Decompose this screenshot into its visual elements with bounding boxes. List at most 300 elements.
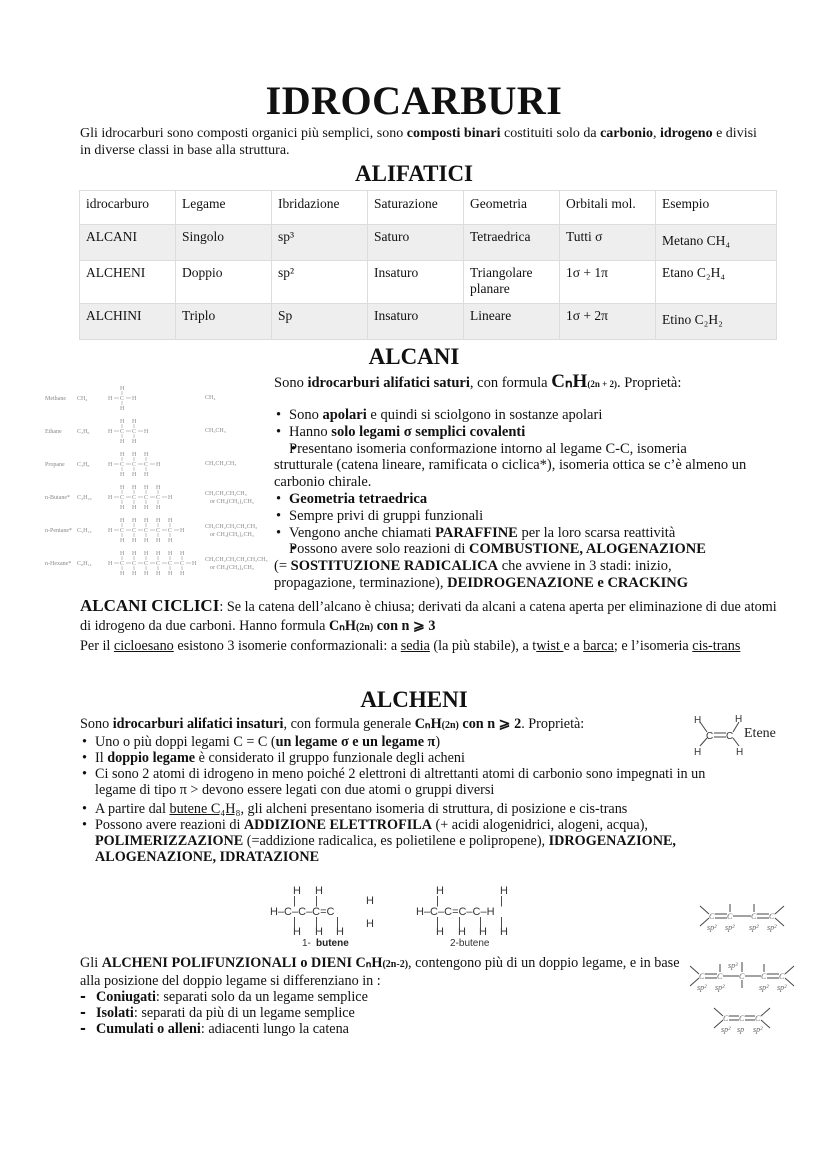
table-cell: ALCANI: [80, 225, 176, 261]
formula-condition: con n ⩾ 2: [458, 716, 522, 732]
formula-subscript: (2n + 2): [587, 379, 617, 389]
text: : separati da più di un legame semplice: [133, 1005, 355, 1021]
table-cell: Saturo: [368, 225, 464, 261]
atom-label: |: [293, 895, 296, 907]
table-cell: Singolo: [176, 225, 272, 261]
hybridization-label: sp: [737, 1025, 745, 1034]
text: Vengono anche chiamati: [289, 524, 436, 541]
hybridization-label: sp²: [697, 983, 707, 992]
atom-label: H: [366, 895, 374, 907]
atom-label: H: [144, 518, 149, 524]
alkane-name: Ethane: [45, 429, 62, 435]
intro-bold: carbonio: [600, 126, 653, 141]
table-cell: ALCHENI: [80, 261, 176, 304]
bond-line: [700, 906, 709, 914]
formula: CₙH: [551, 371, 588, 392]
atom-label: C: [144, 462, 149, 468]
atom-label: H: [156, 518, 161, 524]
atom-label: H: [315, 885, 323, 897]
atom-label: H: [144, 472, 149, 478]
atom-label: H: [156, 538, 161, 544]
text: , con formula: [469, 375, 552, 391]
bond-line: [714, 1008, 723, 1016]
alkane-condensed-formula: CH₃CH₂CH₂CH₃: [205, 491, 247, 497]
alkane-formula: C₆H₁₄: [77, 561, 92, 567]
list-item: [80, 766, 740, 798]
bold-text: COMBUSTIONE, ALOGENAZIONE: [469, 541, 706, 558]
alcani-ciclici-paragraph: [80, 596, 780, 656]
atom-label: C: [156, 528, 161, 534]
underlined-term: wist: [536, 638, 564, 654]
hybridization-label: sp³: [728, 961, 738, 970]
underlined-term: sedia: [400, 638, 430, 654]
atom-label: |: [458, 916, 461, 928]
table-cell: Lineare: [464, 304, 560, 340]
atom-label: H: [180, 528, 185, 534]
formula: CₙH: [355, 955, 383, 971]
atom-label: H: [120, 439, 125, 445]
table-cell: Doppio: [176, 261, 272, 304]
text: Sono: [80, 716, 113, 732]
intro-text: e divisi in diverse classi in base alla struttura.: [80, 126, 757, 158]
text: Per il: [80, 638, 114, 654]
alkane-name: n-Pentane*: [45, 528, 72, 534]
atom-label: |: [336, 916, 339, 928]
intro-paragraph: [80, 125, 760, 159]
bold-text: ADDIZIONE ELETTROFILA: [243, 817, 432, 833]
text: per la loro scarsa reattività: [517, 524, 676, 541]
page-title: IDROCARBURI: [265, 78, 563, 123]
atom-label: H: [180, 571, 185, 577]
heading-alcani-text: ALCANI: [368, 344, 460, 369]
atom-label: H: [144, 571, 149, 577]
atom-label: C: [120, 429, 125, 435]
svg-text:H: H: [694, 747, 702, 758]
alcheni-section: [80, 714, 743, 865]
atom-label: H: [168, 518, 173, 524]
atom-label: H: [479, 926, 487, 938]
table-cell: sp²: [272, 261, 368, 304]
hybridization-label: sp²: [725, 923, 735, 932]
list-item: [274, 541, 749, 591]
atom-label: H: [120, 571, 125, 577]
atom-label: H: [144, 452, 149, 458]
table-cell: 1σ + 1π: [560, 261, 656, 304]
atom-label: H: [144, 429, 149, 435]
bold-text: SOSTITUZIONE RADICALICA: [290, 558, 499, 575]
atom-label: H: [108, 462, 113, 468]
hybridization-label: sp²: [721, 1025, 731, 1034]
heading-alifatici: ALIFATICI: [355, 161, 473, 186]
atom-label: C: [144, 561, 149, 567]
alkane-condensed-formula-alt: or CH₃(CH₂)₄CH₃: [210, 565, 254, 571]
atom-label: C: [132, 462, 137, 468]
table-cell: sp³: [272, 225, 368, 261]
alkane-formula: C₃H₈: [77, 462, 90, 468]
column-header: Ibridazione: [272, 191, 368, 225]
bold-text: POLIMERIZZAZIONE: [95, 833, 244, 849]
table-cell: Sp: [272, 304, 368, 340]
atom-label: |: [315, 916, 318, 928]
text: Hanno: [289, 423, 332, 440]
bold-text: Coniugati: [96, 989, 156, 1005]
text: . Proprietà:: [616, 375, 682, 391]
atom-label: C: [723, 1014, 729, 1023]
list-item: [274, 508, 749, 525]
atom-label: C: [709, 912, 715, 921]
alifatici-table: [79, 190, 777, 340]
list-item: [274, 424, 749, 441]
list-item: [80, 1005, 700, 1021]
bold-text: Geometria tetraedrica: [289, 490, 428, 507]
bond-line: [761, 1008, 770, 1016]
atom-label: H: [120, 452, 125, 458]
svg-text:C: C: [726, 731, 734, 742]
alkane-formula: C₅H₁₂: [77, 528, 92, 534]
atom-label: H: [436, 885, 444, 897]
svg-text:H: H: [694, 715, 702, 726]
formula-subscript: (2n-2): [382, 959, 409, 970]
intro-text: ,: [652, 126, 660, 141]
atom-label: H: [168, 495, 173, 501]
bond-line: [785, 966, 794, 974]
dieni-paragraph: [80, 955, 700, 1037]
table-cell: 1σ + 2π: [560, 304, 656, 340]
bold-text: PARAFFINE: [435, 524, 518, 541]
alkane-condensed-formula: CH₄: [205, 395, 216, 401]
text: Uno o più doppi legami C = C (: [95, 734, 276, 750]
atom-label: H: [500, 885, 508, 897]
bold-text: idrocarburi alifatici saturi: [307, 375, 470, 391]
underlined-term: cis-trans: [692, 638, 741, 654]
atom-label: H: [120, 419, 125, 425]
atom-label: H: [180, 551, 185, 557]
atom-label: H: [132, 505, 137, 511]
alkane-name: n-Butane*: [45, 495, 70, 501]
bold-text: idrocarburi alifatici insaturi: [112, 716, 284, 732]
text: (=: [274, 558, 291, 575]
table-cell: Insaturo: [368, 304, 464, 340]
table-cell: Insaturo: [368, 261, 464, 304]
ciclici-heading: ALCANI CICLICI: [80, 596, 220, 615]
atom-label: H: [108, 396, 113, 402]
atom-label: C: [727, 912, 733, 921]
text: , con formula generale: [283, 716, 415, 732]
atom-label: H: [144, 485, 149, 491]
text: Il: [95, 750, 108, 766]
column-header: Geometria: [464, 191, 560, 225]
atom-label: C: [120, 561, 125, 567]
atom-label: H: [120, 406, 125, 412]
atom-label: C: [769, 912, 775, 921]
atom-label: C: [132, 429, 137, 435]
column-header: Esempio: [656, 191, 777, 225]
atom-label: H: [293, 926, 301, 938]
atom-label: H: [156, 505, 161, 511]
atom-label: H: [156, 485, 161, 491]
hybridization-label: sp²: [749, 923, 759, 932]
atom-label: H–C–C–C=C: [270, 906, 335, 918]
atom-label: C: [120, 462, 125, 468]
atom-label: H: [156, 462, 161, 468]
atom-label: H: [336, 926, 344, 938]
atom-label: C: [156, 495, 161, 501]
atom-label: H: [120, 386, 125, 392]
atom-label: H: [458, 926, 466, 938]
list-item: [80, 1021, 700, 1037]
atom-label: H: [132, 518, 137, 524]
heading-alcheni: ALCHENI: [360, 687, 468, 712]
hybridization-label: sp²: [715, 983, 725, 992]
underlined-term: barca: [583, 638, 614, 654]
text: (la più stabile), a t: [429, 638, 537, 654]
list-item: [274, 491, 749, 508]
bold-text: apolari: [322, 407, 367, 423]
atom-label: C: [168, 561, 173, 567]
atom-label: H: [132, 571, 137, 577]
text: . Proprietà:: [521, 716, 585, 732]
atom-label: H: [120, 518, 125, 524]
atom-label: |: [500, 895, 503, 907]
table-cell: Triplo: [176, 304, 272, 340]
text: Presentano isomeria conformazione intorno al legame C-C, isomeria strutturale (catena lineare, ramificata o ciclica*), isomeria ottica se c’è almeno un carbonio chirale.: [274, 440, 747, 491]
atom-label: C: [144, 495, 149, 501]
heading-alcani: [0, 344, 828, 370]
atom-label: H: [500, 926, 508, 938]
etene-label: Etene: [744, 726, 776, 741]
atom-label: H: [132, 419, 137, 425]
alkane-condensed-formula: CH₃CH₂CH₂CH₂CH₃: [205, 524, 258, 530]
bold-text: Cumulati o alleni: [96, 1021, 201, 1037]
list-item: [80, 817, 740, 865]
atom-label: H: [132, 452, 137, 458]
hybridization-label: sp²: [777, 983, 787, 992]
column-header: Legame: [176, 191, 272, 225]
text: (+ acidi alogenidrici, alogeni, acqua),: [431, 817, 648, 833]
alkane-condensed-formula: CH₃CH₃: [205, 428, 226, 434]
text: A partire dal: [95, 801, 170, 817]
table-cell: ALCHINI: [80, 304, 176, 340]
atom-label: H: [192, 561, 197, 567]
formula-condition: con n ⩾ 3: [373, 618, 436, 634]
atom-label: H: [366, 918, 374, 930]
atom-label: C: [751, 912, 757, 921]
atom-label: H: [144, 538, 149, 544]
text: che avviene in 3 stadi: inizio, propagazione, terminazione),: [274, 558, 672, 591]
underlined-term: butene C₄H₈: [169, 801, 241, 817]
formula: CₙH: [414, 716, 442, 732]
atom-label: H: [156, 571, 161, 577]
atom-label: C: [180, 561, 185, 567]
atom-label: C: [132, 561, 137, 567]
etene-structure-figure: [692, 712, 792, 762]
formula-subscript: (2n): [355, 622, 374, 633]
atom-label: |: [315, 895, 318, 907]
atom-label: H: [315, 926, 323, 938]
atom-label: H: [132, 396, 137, 402]
alkane-condensed-formula: CH₃CH₂CH₂CH₂CH₂CH₃: [205, 557, 268, 563]
table-cell: Triangolare planare: [464, 261, 560, 304]
atom-label: H: [132, 485, 137, 491]
text: Ci sono 2 atomi di idrogeno in meno poiché 2 elettroni di altrettanti atomi di carbonio sono impegnati in un legame di tipo π > devono essere legati con due atomi o gruppi diversi: [95, 766, 706, 798]
alkane-formula: C₂H₆: [77, 429, 90, 435]
hybridization-label: sp²: [759, 983, 769, 992]
atom-label: |: [479, 916, 482, 928]
atom-label: C: [739, 972, 745, 981]
text: Sono: [274, 375, 308, 391]
butene2-label: 2-butene: [450, 938, 490, 949]
text: Sempre privi di gruppi funzionali: [289, 507, 484, 524]
atom-label: C: [144, 528, 149, 534]
atom-label: H: [168, 551, 173, 557]
alkane-name: n-Hexane*: [45, 561, 72, 567]
atom-label: H: [132, 472, 137, 478]
column-header: idrocarburo: [80, 191, 176, 225]
text: esistono 3 isomerie conformazionali: a: [173, 638, 401, 654]
table-cell: Tutti σ: [560, 225, 656, 261]
table-row: [80, 261, 777, 304]
text: ; e l’isomeria: [613, 638, 693, 654]
bold-text: un legame σ e un legame π: [275, 734, 436, 750]
column-header: Saturazione: [368, 191, 464, 225]
text: Possono avere solo reazioni di: [289, 541, 470, 558]
intro-bold: composti binari: [406, 126, 501, 141]
atom-label: H: [108, 528, 113, 534]
atom-label: H: [144, 551, 149, 557]
text: e quindi si sciolgono in sostanze apolari: [366, 407, 603, 423]
alkane-condensed-formula-alt: or CH₃(CH₂)₂CH₃: [210, 499, 254, 505]
atom-label: H: [293, 885, 301, 897]
atom-label: |: [436, 916, 439, 928]
text: , gli alcheni presentano isomeria di struttura, di posizione e cis-trans: [240, 801, 628, 817]
text: e a: [563, 638, 584, 654]
text: : adiacenti lungo la catena: [200, 1021, 349, 1037]
svg-text:H: H: [735, 714, 743, 725]
atom-label: H: [144, 505, 149, 511]
diene-structures-figure: [680, 900, 820, 1040]
intro-text: costituiti solo da: [500, 126, 601, 141]
svg-text:C: C: [706, 731, 714, 742]
alkane-formula: CH₄: [77, 396, 88, 402]
text: : Se la catena dell’alcano è chiusa; derivati da alcani a catena aperta per eliminazione di due atomi di idrogeno da due carboni. Hanno formula: [80, 599, 777, 634]
atom-label: H: [120, 472, 125, 478]
atom-label: H: [108, 561, 113, 567]
butene-structures-figure: [268, 882, 548, 952]
atom-label: C: [755, 1014, 761, 1023]
atom-label: C: [168, 528, 173, 534]
table-cell: Metano CH₄: [656, 225, 777, 261]
atom-label: C: [132, 495, 137, 501]
alkane-name: Propane: [45, 462, 65, 468]
table-header-row: [80, 191, 777, 225]
atom-label: H: [120, 485, 125, 491]
atom-label: H: [132, 439, 137, 445]
atom-label: C: [761, 972, 767, 981]
atom-label: H: [108, 429, 113, 435]
bold-text: Isolati: [96, 1005, 134, 1021]
underlined-term: cicloesano: [113, 638, 174, 654]
alkane-series-figure: [40, 383, 275, 583]
atom-label: H: [168, 538, 173, 544]
text: Sono: [289, 407, 323, 423]
atom-label: C: [699, 972, 705, 981]
atom-label: |: [436, 895, 439, 907]
alcani-intro: [274, 373, 794, 393]
list-item: [80, 801, 740, 817]
formula: CₙH: [329, 618, 356, 634]
column-header: Orbitali mol.: [560, 191, 656, 225]
atom-label: H: [156, 551, 161, 557]
atom-label: H: [168, 571, 173, 577]
atom-label: C: [739, 1014, 745, 1023]
atom-label: C: [156, 561, 161, 567]
list-item: [274, 441, 749, 491]
atom-label: C: [779, 972, 785, 981]
bold-text: solo legami σ semplici covalenti: [331, 423, 526, 440]
text: è considerato il gruppo funzionale degli acheni: [195, 750, 465, 766]
table-cell: Etano C₂H₄: [656, 261, 777, 304]
alkane-condensed-formula-alt: or CH₃(CH₂)₃CH₃: [210, 532, 254, 538]
table-row: [80, 304, 777, 340]
atom-label: |: [293, 916, 296, 928]
bold-text: IDROGENAZIONE, ALOGENAZIONE, IDRATAZIONE: [95, 833, 676, 865]
text: Possono avere reazioni di: [95, 817, 244, 833]
intro-text: Gli idrocarburi sono composti organici più semplici, sono: [80, 126, 407, 141]
atom-label: H–C–C=C–C–H: [416, 906, 495, 918]
bold-text: doppio legame: [107, 750, 196, 766]
atom-label: H: [120, 538, 125, 544]
alcheni-intro: [80, 714, 743, 734]
intro-bold: idrogeno: [659, 126, 713, 141]
text: : separati solo da un legame semplice: [155, 989, 368, 1005]
bond-line: [775, 906, 784, 914]
atom-label: H: [436, 926, 444, 938]
atom-label: C: [120, 396, 125, 402]
atom-label: C: [717, 972, 723, 981]
text: Gli: [80, 955, 102, 971]
table-cell: Tetraedrica: [464, 225, 560, 261]
alkane-condensed-formula: CH₃CH₂CH₃: [205, 461, 237, 467]
atom-label: H: [120, 505, 125, 511]
atom-label: H: [120, 551, 125, 557]
alkane-formula: C₄H₁₀: [77, 495, 92, 501]
list-item: [274, 525, 749, 542]
list-item: [80, 734, 740, 750]
bold-text: ALCHENI POLIFUNZIONALI o DIENI: [101, 955, 356, 971]
table-cell: Etino C₂H₂: [656, 304, 777, 340]
text: , contengono più di un doppio legame, e in base alla posizione del doppio legame si differenziano in :: [80, 955, 680, 989]
list-item: [274, 407, 749, 424]
atom-label: H: [132, 538, 137, 544]
text: ): [435, 734, 441, 750]
svg-text:H: H: [736, 747, 744, 758]
atom-label: C: [132, 528, 137, 534]
alkane-name: Methane: [45, 396, 66, 402]
hybridization-label: sp²: [767, 923, 777, 932]
text: (=addizione radicalica, es polietilene e polipropene),: [243, 833, 549, 849]
atom-label: H: [108, 495, 113, 501]
atom-label: |: [500, 916, 503, 928]
table-row: [80, 225, 777, 261]
hybridization-label: sp²: [753, 1025, 763, 1034]
hybridization-label: sp²: [707, 923, 717, 932]
atom-label: H: [132, 551, 137, 557]
list-item: [80, 989, 700, 1005]
list-item: [80, 750, 740, 766]
butene1-number: 1-: [302, 938, 311, 949]
atom-label: C: [120, 495, 125, 501]
alcani-properties-list: [274, 407, 749, 592]
